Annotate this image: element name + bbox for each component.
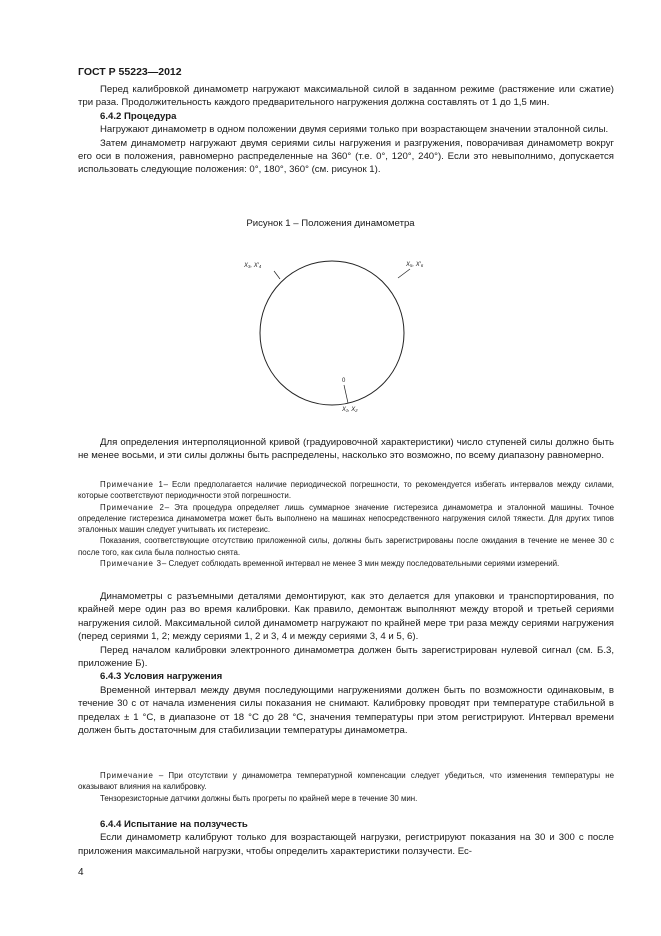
section-intro [78,83,614,177]
notes-block-2 [78,770,614,804]
figure-positions-diagram [230,245,440,425]
note-temp [78,770,614,793]
note-3 [78,558,614,569]
note-3-label: Примечание 3 [100,559,162,569]
heading-6-4-3: 6.4.3 Условия нагружения [100,671,223,683]
note-2 [78,502,614,536]
paragraph-zero-signal: Перед началом калибровки электронного динамометра должен быть зарегистрирован нулевой сигнал (см. Б.3, приложение Б). [78,644,614,670]
section-creep [78,818,614,858]
label-zero: 0 [342,378,346,384]
label-right: X₅, X′₆ [406,262,424,268]
dynamometer-circle [260,261,404,405]
label-left: X₃, X′₄ [244,263,262,269]
leader-line-right [398,269,410,278]
heading-6-4-2: 6.4.2 Процедура [100,110,177,122]
note-1-text: – Если предполагается наличие периодической погрешности, то рекомендуется избегать интервалов между силами, которые соответствуют периодичности этой погрешности. [78,480,614,501]
page-number: 4 [78,867,84,878]
paragraph-creep: Если динамометр калибруют только для возрастающей нагрузки, регистрируют показания на 30 и 300 с после приложения максимальной нагрузки, чтобы определить характеристики ползучести. Ес- [78,832,614,857]
notes-block-1 [78,479,614,569]
section-interpolation [78,436,614,463]
note-2-text: – Эта процедура определяет лишь суммарное значение гистерезиса динамометра и эталонной машины. Точное определение гистерезиса динамометра может быть выполнено на машинах непосредственного нагружения силой тяжести. Для других типов эталонных машин следует учитывать их гистерезис. [78,502,614,535]
note-temp-label: Примечание [100,771,154,780]
label-bottom: X₁, X₂ [342,407,358,413]
paragraph-interpolation: Для определения интерполяционной кривой (градуировочной характеристики) число ступеней силы должно быть не менее восьми, и эти силы должны быть распределены, насколько это возможно, по всему диапазону равномерно. [78,437,614,462]
paragraph-preload: Перед калибровкой динамометр нагружают максимальной силой в заданном режиме (растяжение или сжатие) три раза. Продолжительность каждого предварительного нагружения должна составлять от 1 до 1,5 мин. [78,84,614,109]
note-2-extra: Показания, соответствующие отсутствию приложенной силы, должны быть зарегистрированы после ожидания в течение не менее 30 с после того, как сила была полностью снята. [78,536,614,557]
paragraph-loading-conditions: Временной интервал между двумя последующими нагружениями должен быть по возможности одинаковым, в течение 30 с от начала изменения силы показания не снимают. Калибровку проводят при температуре стабильной в пределах ± 1 °С, в диапазоне от 18 °С до 28 °С, значения температуры при этом регистрируют. Интервал времени должен быть достаточным для стабилизации температуры динамометра. [78,684,614,737]
document-header: ГОСТ Р 55223—2012 [78,66,182,78]
heading-6-4-4: 6.4.4 Испытание на ползучесть [100,819,248,830]
note-1-label: Примечание 1 [100,480,164,489]
paragraph-disassembly: Динамометры с разъемными деталями демонтируют, как это делается для упаковки и транспортирования, по крайней мере один раз во время калибровки. Как правило, демонтаж выполняют между второй и третьей сериями нагружения силой. Максимальной силой динамометр нагружают по крайней мере три раза между сериями нагружения (перед сериями 1, 2; между сериями 1, 2 и 3, 4 и между сериями 3, 4 и 5, 6). [78,591,614,643]
paragraph-one-position: Нагружают динамометр в одном положении двумя сериями только при возрастающем значении эталонной силы. [100,124,609,136]
leader-line-left [274,271,280,279]
note-temp-extra: Тензорезисторные датчики должны быть прогреты по крайней мере в течение 30 мин. [100,793,418,803]
section-disassembly [78,590,614,737]
note-3-text: – Следует соблюдать временной интервал не менее 3 мин между последовательными сериями измерений. [161,559,560,569]
figure-title: Рисунок 1 – Положения динамометра [246,218,415,229]
leader-line-bottom [344,385,348,403]
paragraph-rotation: Затем динамометр нагружают двумя сериями силы нагружения и разгружения, поворачивая динамометр вокруг его оси в положения, равномерно распределенные на 360° (т.е. 0°, 120°, 240°). Если это невыполнимо, допускается использовать следующие положения: 0°, 180°, 360° (см. рисунок 1). [78,137,614,176]
note-1 [78,479,614,502]
note-2-label: Примечание 2 [100,502,165,512]
note-temp-text: – При отсутствии у динамометра температурной компенсации следует убедиться, что изменения температуры не оказывают влияния на калибровку. [78,771,614,792]
